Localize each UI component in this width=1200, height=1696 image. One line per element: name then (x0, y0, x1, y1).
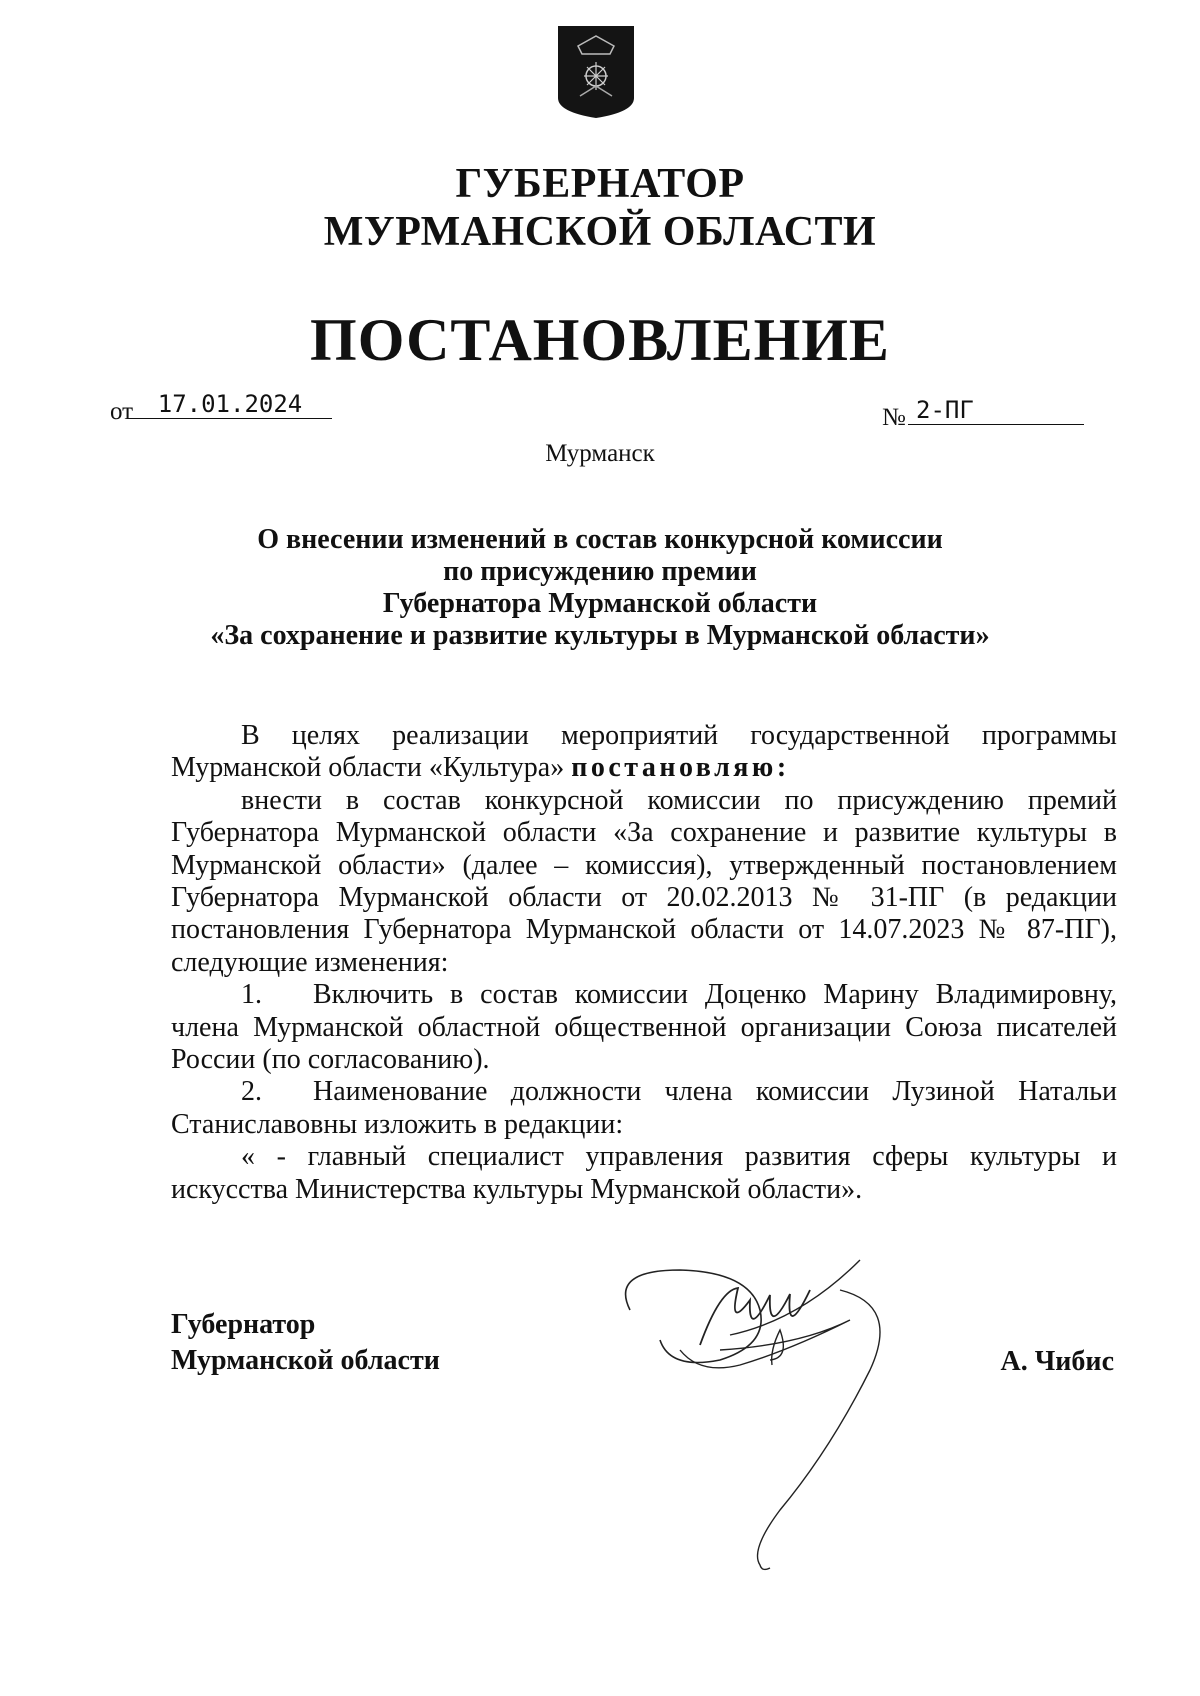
document-body (171, 720, 1117, 1206)
date-prefix: от (110, 398, 134, 425)
document-date: 17.01.2024 (128, 390, 332, 419)
item-2 (171, 1076, 1117, 1141)
document-type-title: ПОСТАНОВЛЕНИЕ (310, 307, 890, 373)
intro-paragraph (171, 720, 1117, 785)
resolve-word: постановляю: (571, 752, 790, 784)
position-line2: Мурманской области (171, 1345, 440, 1376)
organization-name-line2: МУРМАНСКОЙ ОБЛАСТИ (323, 209, 877, 255)
item-1-text: Включить в состав комиссии Доценко Марину Владимировну, члена Мурманской областной общественной организации Союза писателей России (по согласованию). (171, 979, 1117, 1076)
signatory-position (171, 1307, 440, 1379)
signatory-name: А. Чибис (1000, 1346, 1114, 1377)
position-line1: Губернатор (171, 1309, 316, 1340)
organization-name-line1: ГУБЕРНАТОР (455, 161, 745, 207)
handwritten-signature (600, 1250, 940, 1580)
city: Мурманск (545, 440, 655, 467)
item-1 (171, 979, 1117, 1076)
item-2-quote: « - главный специалист управления развития сферы культуры и искусства Министерства культуры Мурманской области». (171, 1141, 1117, 1205)
number-prefix: № (882, 404, 906, 431)
item-2-text: Наименование должности члена комиссии Лузиной Натальи Станиславовны изложить в редакции: (171, 1076, 1117, 1140)
document-subject (150, 524, 1050, 652)
subject-line: Губернатора Мурманской области (382, 588, 818, 619)
subject-line: О внесении изменений в состав конкурсной комиссии (257, 524, 943, 555)
item-2-number: 2. (241, 1076, 262, 1108)
coat-of-arms-emblem (556, 24, 636, 120)
item-1-number: 1. (241, 979, 262, 1011)
intro-text: В целях реализации мероприятий государственной программы Мурманской области «Культура» (171, 720, 1117, 784)
document-number: 2-ПГ (908, 396, 1084, 425)
subject-line: «За сохранение и развитие культуры в Мурманской области» (210, 620, 990, 651)
subject-line: по присуждению премии (443, 556, 757, 587)
main-paragraph: внести в состав конкурсной комиссии по присуждению премий Губернатора Мурманской области «За сохранение и развитие культуры в Мурманской области» (далее – комиссия), утвержденный постановлением Губернатора Мурманской области от 20.02.2013 № 31-ПГ (в редакции постановления Губернатора Мурманской области от 14.07.2023 № 87-ПГ), следующие изменения: (171, 784, 1117, 978)
